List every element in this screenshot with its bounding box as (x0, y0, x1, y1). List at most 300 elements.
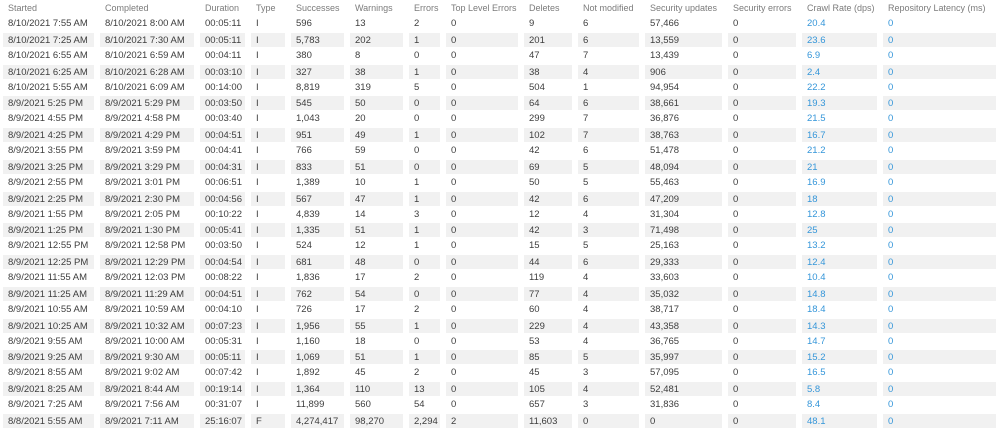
cell-warnings: 20 (355, 113, 366, 125)
table-row (0, 191, 999, 207)
column-header-warnings: Warnings (355, 3, 393, 13)
repository-latency-ms-link[interactable]: 0 (888, 81, 894, 93)
column-header-not-modified: Not modified (583, 3, 634, 13)
cell-repository-latency-ms (880, 111, 999, 127)
cell-duration: 00:03:10 (197, 64, 248, 80)
cell-warnings: 51 (347, 349, 406, 365)
cell-security-updates: 31,304 (650, 208, 680, 220)
table-row (0, 381, 999, 397)
cell-top-level-errors: 0 (451, 208, 457, 220)
cell-warnings: 10 (355, 176, 366, 188)
cell-successes: 567 (288, 191, 347, 207)
repository-latency-ms-link[interactable]: 0 (888, 176, 894, 188)
cell-duration: 00:07:23 (197, 318, 248, 334)
cell-duration: 00:05:31 (205, 335, 242, 347)
cell-deletes: 12 (529, 208, 540, 220)
crawl-rate-dps-link[interactable]: 8.4 (807, 399, 821, 410)
cell-duration: 00:04:51 (197, 127, 248, 143)
cell-errors: 1 (406, 318, 443, 334)
cell-successes: 4,274,417 (288, 413, 347, 429)
cell-repository-latency-ms (880, 64, 999, 80)
repository-latency-ms-link[interactable]: 0 (888, 303, 894, 315)
cell-errors: 0 (414, 49, 420, 61)
repository-latency-ms-link[interactable]: 0 (888, 98, 894, 110)
repository-latency-ms-link[interactable]: 0 (888, 130, 894, 142)
cell-not-modified: 4 (575, 64, 642, 80)
cell-type: I (256, 18, 259, 29)
cell-completed: 8/10/2021 6:09 AM (105, 81, 185, 93)
cell-security-updates: 36,765 (650, 335, 680, 347)
cell-deletes: 53 (529, 335, 540, 347)
cell-crawl-rate-dps (799, 365, 880, 381)
repository-latency-ms-link[interactable]: 0 (888, 113, 894, 125)
cell-security-updates: 13,439 (650, 49, 680, 61)
cell-started: 8/9/2021 12:25 PM (0, 254, 97, 270)
cell-not-modified: 5 (575, 159, 642, 175)
cell-type: I (248, 222, 288, 238)
cell-security-errors: 0 (725, 64, 799, 80)
column-header-security-errors: Security errors (733, 3, 792, 13)
table-row (0, 270, 999, 286)
cell-repository-latency-ms (880, 16, 999, 32)
cell-repository-latency-ms (880, 381, 999, 397)
cell-started: 8/10/2021 7:25 AM (0, 32, 97, 48)
cell-repository-latency-ms (880, 207, 999, 223)
crawl-rate-dps-link[interactable]: 22.2 (807, 81, 826, 93)
cell-type: I (256, 272, 259, 283)
cell-deletes: 11,603 (521, 413, 575, 429)
cell-duration: 00:10:22 (205, 208, 242, 220)
cell-top-level-errors: 0 (443, 349, 521, 365)
cell-top-level-errors: 0 (443, 64, 521, 80)
table-row (0, 159, 999, 175)
repository-latency-ms-link[interactable]: 0 (888, 352, 894, 364)
cell-security-updates: 35,032 (642, 286, 725, 302)
table-row (0, 95, 999, 111)
cell-completed: 8/9/2021 5:29 PM (97, 95, 197, 111)
cell-security-updates: 35,997 (642, 349, 725, 365)
cell-top-level-errors: 0 (451, 240, 457, 252)
table-row (0, 365, 999, 381)
cell-repository-latency-ms (880, 334, 999, 350)
cell-errors: 1 (414, 176, 420, 188)
crawl-rate-dps-link[interactable]: 48.1 (807, 415, 826, 427)
cell-started: 8/9/2021 10:25 AM (0, 318, 97, 334)
cell-successes: 380 (296, 49, 312, 61)
cell-security-updates: 38,717 (650, 303, 680, 315)
cell-repository-latency-ms (880, 238, 999, 254)
cell-warnings: 48 (347, 254, 406, 270)
cell-warnings: 55 (347, 318, 406, 334)
cell-warnings: 47 (347, 191, 406, 207)
cell-warnings: 13 (355, 18, 366, 29)
cell-type: I (256, 81, 259, 93)
repository-latency-ms-link[interactable]: 0 (888, 161, 894, 173)
cell-not-modified: 4 (583, 335, 589, 347)
cell-not-modified: 7 (583, 49, 589, 61)
cell-not-modified: 3 (583, 399, 589, 410)
cell-deletes: 299 (529, 113, 545, 125)
column-header-security-updates: Security updates (650, 3, 718, 13)
cell-not-modified: 6 (575, 254, 642, 270)
cell-successes: 1,836 (296, 272, 320, 283)
cell-deletes: 38 (521, 64, 575, 80)
crawl-rate-dps-link[interactable]: 21 (807, 161, 818, 173)
cell-type: I (248, 254, 288, 270)
cell-warnings: 38 (347, 64, 406, 80)
cell-repository-latency-ms (880, 365, 999, 381)
cell-successes: 327 (288, 64, 347, 80)
cell-security-errors: 0 (733, 367, 739, 379)
cell-not-modified: 1 (583, 81, 589, 93)
cell-deletes: 42 (529, 145, 540, 156)
crawl-rate-dps-link[interactable]: 16.7 (807, 130, 826, 142)
cell-successes: 4,839 (296, 208, 320, 220)
cell-security-errors: 0 (733, 113, 739, 125)
repository-latency-ms-link[interactable]: 0 (888, 145, 894, 156)
crawl-rate-dps-link[interactable]: 18 (807, 193, 818, 205)
cell-top-level-errors: 0 (451, 303, 457, 315)
table-row (0, 334, 999, 350)
cell-top-level-errors: 0 (451, 399, 457, 410)
cell-warnings: 45 (355, 367, 366, 379)
repository-latency-ms-link[interactable]: 0 (888, 367, 894, 379)
cell-top-level-errors: 0 (443, 32, 521, 48)
cell-duration: 00:04:51 (197, 286, 248, 302)
table-row (0, 413, 999, 429)
column-header-errors: Errors (414, 3, 439, 13)
cell-warnings: 110 (347, 381, 406, 397)
cell-successes: 596 (296, 18, 312, 29)
cell-successes: 762 (288, 286, 347, 302)
cell-top-level-errors: 0 (451, 49, 457, 61)
table-row (0, 207, 999, 223)
table-row (0, 143, 999, 159)
cell-security-updates: 57,095 (650, 367, 680, 379)
crawl-rate-dps-link[interactable]: 15.2 (807, 352, 826, 364)
cell-crawl-rate-dps (799, 318, 880, 334)
cell-completed: 8/9/2021 7:56 AM (105, 399, 180, 410)
cell-errors: 3 (414, 208, 420, 220)
cell-repository-latency-ms (880, 159, 999, 175)
cell-security-errors: 0 (733, 399, 739, 410)
cell-not-modified: 4 (575, 286, 642, 302)
cell-started: 8/8/2021 5:55 AM (0, 413, 97, 429)
cell-top-level-errors: 0 (443, 254, 521, 270)
cell-duration: 00:05:11 (197, 349, 248, 365)
cell-started: 8/9/2021 10:55 AM (8, 303, 88, 315)
table-row (0, 318, 999, 334)
cell-crawl-rate-dps (799, 334, 880, 350)
cell-repository-latency-ms (880, 143, 999, 159)
cell-security-errors: 0 (725, 95, 799, 111)
cell-repository-latency-ms (880, 95, 999, 111)
table-row (0, 175, 999, 191)
cell-errors: 2,294 (406, 413, 443, 429)
cell-type: I (248, 159, 288, 175)
column-header-completed: Completed (105, 3, 149, 13)
cell-warnings: 98,270 (347, 413, 406, 429)
crawl-rate-dps-link[interactable]: 18.4 (807, 303, 826, 315)
cell-warnings: 202 (347, 32, 406, 48)
cell-started: 8/9/2021 12:55 PM (8, 240, 89, 252)
cell-security-updates: 94,954 (650, 81, 680, 93)
cell-repository-latency-ms (880, 48, 999, 64)
cell-errors: 1 (406, 127, 443, 143)
cell-security-updates: 43,358 (642, 318, 725, 334)
cell-repository-latency-ms (880, 254, 999, 270)
column-header-started: Started (8, 3, 38, 13)
column-header-deletes: Deletes (529, 3, 560, 13)
crawl-rate-dps-link[interactable]: 21.5 (807, 113, 826, 125)
cell-not-modified: 6 (575, 191, 642, 207)
cell-started: 8/10/2021 6:25 AM (0, 64, 97, 80)
cell-type: I (248, 95, 288, 111)
cell-security-errors: 0 (725, 159, 799, 175)
cell-completed: 8/9/2021 2:05 PM (105, 208, 180, 220)
table-row (0, 254, 999, 270)
repository-latency-ms-link[interactable]: 0 (888, 320, 894, 332)
cell-successes: 766 (296, 145, 312, 156)
cell-deletes: 9 (529, 18, 535, 29)
cell-completed: 8/9/2021 12:58 PM (105, 240, 186, 252)
crawl-rate-dps-link[interactable]: 19.3 (807, 98, 826, 110)
cell-completed: 8/10/2021 7:30 AM (97, 32, 197, 48)
table-row (0, 286, 999, 302)
cell-started: 8/9/2021 8:25 AM (0, 381, 97, 397)
cell-type: I (256, 367, 259, 379)
repository-latency-ms-link[interactable]: 0 (888, 34, 894, 46)
cell-successes: 1,389 (296, 176, 320, 188)
cell-successes: 1,160 (296, 335, 320, 347)
cell-errors: 2 (414, 18, 420, 29)
cell-started: 8/9/2021 5:25 PM (0, 95, 97, 111)
cell-repository-latency-ms (880, 270, 999, 286)
cell-deletes: 42 (521, 191, 575, 207)
cell-security-updates: 13,559 (642, 32, 725, 48)
cell-repository-latency-ms (880, 397, 999, 413)
column-header-repository-latency-ms: Repository Latency (ms) (888, 3, 986, 13)
cell-successes: 833 (288, 159, 347, 175)
cell-successes: 1,069 (288, 349, 347, 365)
cell-completed: 8/9/2021 11:29 AM (97, 286, 197, 302)
cell-security-errors: 0 (733, 303, 739, 315)
cell-type: I (248, 32, 288, 48)
repository-latency-ms-link[interactable]: 0 (888, 193, 894, 205)
cell-duration: 00:14:00 (205, 81, 242, 93)
cell-duration: 25:16:07 (197, 413, 248, 429)
cell-not-modified: 5 (583, 176, 589, 188)
cell-deletes: 102 (521, 127, 575, 143)
cell-errors: 2 (414, 272, 420, 283)
repository-latency-ms-link[interactable]: 0 (888, 272, 894, 283)
cell-crawl-rate-dps (799, 95, 880, 111)
repository-latency-ms-link[interactable]: 0 (888, 208, 894, 220)
cell-type: I (256, 208, 259, 220)
cell-security-errors: 0 (733, 272, 739, 283)
cell-repository-latency-ms (880, 222, 999, 238)
cell-duration: 00:31:07 (205, 399, 242, 410)
repository-latency-ms-link[interactable]: 0 (888, 399, 894, 410)
cell-crawl-rate-dps (799, 111, 880, 127)
crawl-rate-dps-link[interactable]: 25 (807, 225, 818, 237)
cell-errors: 13 (406, 381, 443, 397)
repository-latency-ms-link[interactable]: 0 (888, 257, 894, 269)
cell-repository-latency-ms (880, 286, 999, 302)
cell-top-level-errors: 0 (451, 18, 457, 29)
cell-completed: 8/9/2021 3:01 PM (105, 176, 180, 188)
repository-latency-ms-link[interactable]: 0 (888, 225, 894, 237)
cell-type: I (256, 113, 259, 125)
table-row (0, 48, 999, 64)
cell-security-errors: 0 (725, 254, 799, 270)
cell-crawl-rate-dps (799, 254, 880, 270)
cell-type: I (248, 191, 288, 207)
cell-duration: 00:04:10 (205, 303, 242, 315)
cell-errors: 2 (414, 303, 420, 315)
cell-deletes: 60 (529, 303, 540, 315)
cell-repository-latency-ms (880, 349, 999, 365)
cell-warnings: 54 (347, 286, 406, 302)
cell-top-level-errors: 0 (451, 335, 457, 347)
repository-latency-ms-link[interactable]: 0 (888, 288, 894, 300)
cell-top-level-errors: 0 (451, 145, 457, 156)
cell-security-updates: 71,498 (642, 222, 725, 238)
cell-warnings: 51 (347, 159, 406, 175)
crawl-rate-dps-link[interactable]: 14.8 (807, 288, 826, 300)
cell-type: I (256, 49, 259, 61)
cell-repository-latency-ms (880, 413, 999, 429)
cell-repository-latency-ms (880, 318, 999, 334)
repository-latency-ms-link[interactable]: 0 (888, 415, 894, 427)
cell-not-modified: 7 (575, 127, 642, 143)
cell-errors: 1 (406, 191, 443, 207)
cell-not-modified: 3 (575, 222, 642, 238)
cell-type: I (248, 318, 288, 334)
cell-not-modified: 6 (583, 18, 589, 29)
cell-security-updates: 51,478 (650, 145, 680, 156)
cell-deletes: 85 (521, 349, 575, 365)
cell-crawl-rate-dps (799, 397, 880, 413)
cell-deletes: 50 (529, 176, 540, 188)
cell-warnings: 59 (355, 145, 366, 156)
cell-errors: 1 (406, 64, 443, 80)
cell-warnings: 17 (355, 303, 366, 315)
crawl-rate-dps-link[interactable]: 14.3 (807, 320, 826, 332)
cell-repository-latency-ms (880, 80, 999, 96)
table-row (0, 238, 999, 254)
cell-crawl-rate-dps (799, 32, 880, 48)
crawl-rate-dps-link[interactable]: 10.4 (807, 272, 826, 283)
cell-duration: 00:05:11 (197, 32, 248, 48)
cell-crawl-rate-dps (799, 127, 880, 143)
cell-successes: 1,043 (296, 113, 320, 125)
cell-deletes: 229 (521, 318, 575, 334)
crawl-rate-dps-link[interactable]: 12.8 (807, 208, 826, 220)
crawl-rate-dps-link[interactable]: 16.9 (807, 176, 826, 188)
cell-errors: 1 (406, 349, 443, 365)
cell-crawl-rate-dps (799, 48, 880, 64)
cell-security-updates: 906 (642, 64, 725, 80)
table-row (0, 349, 999, 365)
cell-completed: 8/9/2021 8:44 AM (97, 381, 197, 397)
cell-completed: 8/9/2021 9:30 AM (97, 349, 197, 365)
cell-top-level-errors: 0 (451, 81, 457, 93)
cell-not-modified: 4 (583, 303, 589, 315)
crawl-rate-dps-link[interactable]: 20.4 (807, 18, 826, 29)
cell-type: I (248, 381, 288, 397)
crawl-rate-dps-link[interactable]: 14.7 (807, 335, 826, 347)
cell-duration: 00:04:54 (197, 254, 248, 270)
cell-deletes: 77 (521, 286, 575, 302)
repository-latency-ms-link[interactable]: 0 (888, 335, 894, 347)
table-row (0, 80, 999, 96)
repository-latency-ms-link[interactable]: 0 (888, 49, 894, 61)
cell-successes: 5,783 (288, 32, 347, 48)
column-header-duration: Duration (205, 3, 240, 13)
cell-duration: 00:05:11 (205, 18, 242, 29)
cell-completed: 8/9/2021 7:11 AM (97, 413, 197, 429)
crawl-rate-dps-link[interactable]: 13.2 (807, 240, 826, 252)
crawl-rate-dps-link[interactable]: 23.6 (807, 34, 826, 46)
crawl-rate-dps-link[interactable]: 12.4 (807, 257, 826, 269)
cell-errors: 1 (406, 32, 443, 48)
cell-security-updates: 48,094 (642, 159, 725, 175)
cell-top-level-errors: 0 (443, 222, 521, 238)
cell-not-modified: 4 (583, 272, 589, 283)
cell-crawl-rate-dps (799, 349, 880, 365)
crawl-rate-dps-link[interactable]: 21.2 (807, 145, 826, 156)
table-row (0, 397, 999, 413)
cell-security-errors: 0 (725, 191, 799, 207)
cell-deletes: 201 (521, 32, 575, 48)
crawl-rate-dps-link[interactable]: 5.8 (807, 384, 821, 396)
cell-warnings: 50 (347, 95, 406, 111)
cell-duration: 00:03:40 (205, 113, 242, 125)
cell-warnings: 319 (355, 81, 371, 93)
repository-latency-ms-link[interactable]: 0 (888, 18, 894, 29)
cell-top-level-errors: 0 (443, 95, 521, 111)
crawl-rate-dps-link[interactable]: 2.4 (807, 66, 821, 78)
cell-security-updates: 33,603 (650, 272, 680, 283)
crawl-rate-dps-link[interactable]: 16.5 (807, 367, 826, 379)
cell-successes: 8,819 (296, 81, 320, 93)
cell-completed: 8/10/2021 6:59 AM (105, 49, 185, 61)
cell-repository-latency-ms (880, 175, 999, 191)
cell-repository-latency-ms (880, 191, 999, 207)
repository-latency-ms-link[interactable]: 0 (888, 66, 894, 78)
cell-completed: 8/9/2021 1:30 PM (97, 222, 197, 238)
cell-deletes: 64 (521, 95, 575, 111)
repository-latency-ms-link[interactable]: 0 (888, 384, 894, 396)
cell-security-errors: 0 (733, 145, 739, 156)
cell-started: 8/10/2021 5:55 AM (8, 81, 88, 93)
cell-started: 8/9/2021 2:25 PM (0, 191, 97, 207)
cell-crawl-rate-dps (799, 16, 880, 32)
cell-crawl-rate-dps (799, 381, 880, 397)
cell-top-level-errors: 0 (451, 113, 457, 125)
cell-errors: 2 (414, 367, 420, 379)
repository-latency-ms-link[interactable]: 0 (888, 240, 894, 252)
cell-security-errors: 0 (733, 240, 739, 252)
cell-crawl-rate-dps (799, 270, 880, 286)
cell-warnings: 8 (355, 49, 361, 61)
cell-security-updates: 36,876 (650, 113, 680, 125)
crawl-rate-dps-link[interactable]: 6.9 (807, 49, 821, 61)
cell-started: 8/9/2021 2:55 PM (8, 176, 83, 188)
cell-crawl-rate-dps (799, 191, 880, 207)
cell-type: I (256, 176, 259, 188)
